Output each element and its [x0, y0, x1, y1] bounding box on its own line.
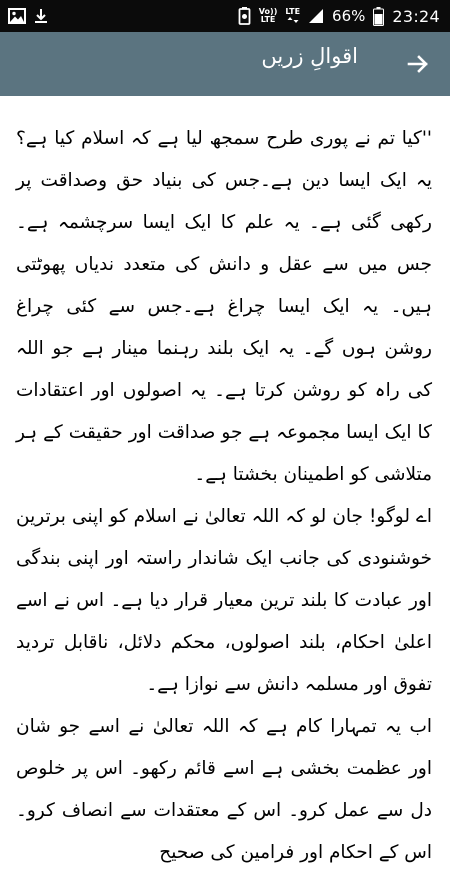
status-left: [8, 8, 48, 24]
quote-paragraph-1: ''کیا تم نے پوری طرح سمجھ لیا ہے کہ اسلام کیا ہے؟ یہ ایک ایسا دین ہے۔جس کی بنیاد حق وصداقت پر رکھی گئی ہے۔ یہ علم کا ایک ایسا سرچشمہ ہے۔جس میں سے عقل و دانش کی متعدد ندیاں پھوٹتی ہیں۔ یہ ایک ایسا چراغ ہے۔جس سے کئی چراغ روشن ہوں گے۔ یہ ایک بلند رہنما مینار ہے جو اللہ کی راہ کو روشن کرتا ہے۔ یہ اصولوں اور اعتقادات کا ایک ایسا مجموعہ ہے جو صداقت اور حقیقت کے ہر متلاشی کو اطمینان بخشتا ہے۔: [16, 128, 432, 485]
quote-paragraph-3: اب یہ تمہارا کام ہے کہ اللہ تعالیٰ نے اسے جو شان اور عظمت بخشی ہے اسے قائم رکھو۔ اس پر خلوص دل سے عمل کرو۔ اس کے معتقدات سے انصاف کرو۔ اس کے احکام اور فرامین کی صحیح: [16, 716, 432, 863]
status-bar: [0, 0, 450, 32]
lte-label: LTE: [285, 7, 301, 16]
lte-indicator: [285, 8, 300, 24]
arrow-right-icon: [406, 52, 430, 76]
volte-indicator: [259, 8, 278, 24]
volte-lte-label: LTE: [260, 15, 276, 24]
signal-strength-icon: [308, 8, 324, 24]
page-title: اقوالِ زریں: [261, 44, 358, 68]
download-icon: [34, 8, 48, 24]
battery-saver-icon: [238, 7, 251, 25]
battery-percentage: 66%: [332, 7, 366, 25]
volte-label: Vo)): [258, 7, 278, 16]
battery-icon: [373, 7, 384, 26]
back-button[interactable]: [400, 46, 436, 82]
clock: 23:24: [392, 6, 440, 26]
image-notification-icon: [8, 8, 26, 24]
quote-paragraph-2: اے لوگو! جان لو کہ اللہ تعالیٰ نے اسلام کو اپنی برترین خوشنودی کی جانب ایک شاندار راستہ اور اپنی بندگی اور عبادت کا بلند ترین معیار قرار دیا ہے۔ اس نے اسے اعلیٰ احکام، بلند اصولوں، محکم دلائل، ناقابل تردید تفوق اور مسلمہ دانش سے نوازا ہے۔: [16, 506, 432, 695]
status-right: [238, 7, 440, 26]
quote-content[interactable]: [0, 96, 450, 863]
app-bar: [0, 32, 450, 96]
data-arrows-icon: [287, 16, 299, 24]
